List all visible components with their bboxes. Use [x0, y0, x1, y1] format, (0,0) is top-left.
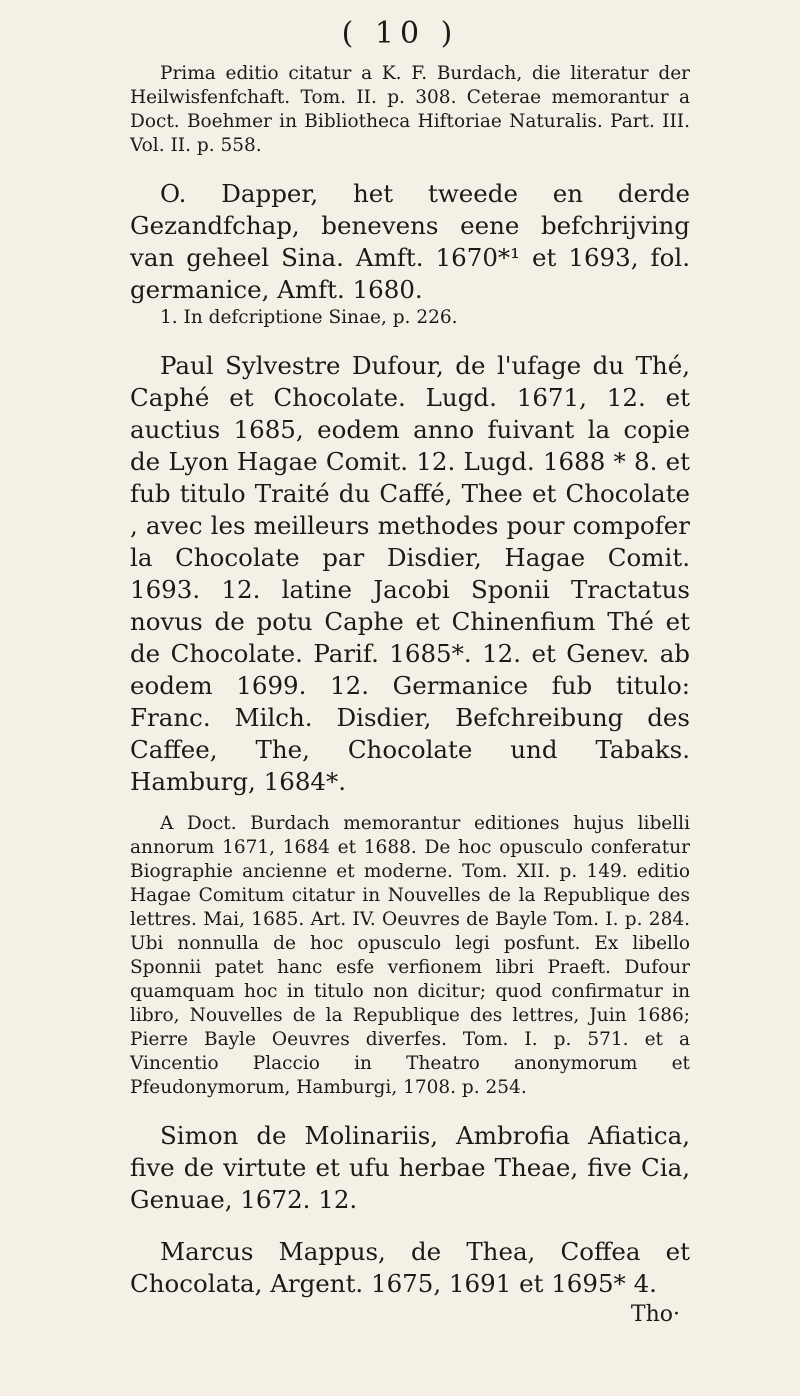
note-burdach-boehmer: Prima editio citatur a K. F. Burdach, die literatur der Heilwisfenfchaft. Tom. II. p. 308. Ceterae memorantur a Doct. Boehmer in Bibliotheca Hiftoriae Naturalis. Part. III. Vol. II. p. 558.: [130, 63, 690, 156]
page-body: [130, 62, 690, 1327]
note-dapper-footnote: 1. In defcriptione Sinae, p. 226.: [160, 307, 458, 328]
note-dufour-editions: A Doct. Burdach memorantur editiones hujus libelli annorum 1671, 1684 et 1688. De hoc opusculo conferatur Biographie ancienne et moderne. Tom. XII. p. 149. editio Hagae Comitum citatur in Nouvelles de la Republique des lettres. Mai, 1685. Art. IV. Oeuvres de Bayle Tom. I. p. 284. Ubi nonnulla de hoc opusculo legi posfunt. Ex libello Sponnii patet hanc esfe verfionem libri Praeft. Dufour quamquam hoc in titulo non dicitur; quod confirmatur in libro, Nouvelles de la Republique des lettres, Juin 1686; Pierre Bayle Oeuvres diverfes. Tom. I. p. 571. et a Vincentio Placcio in Theatro anonymorum et Pfeudonymorum, Hamburgi, 1708. p. 254.: [130, 813, 690, 1098]
catchword: Tho·: [630, 1302, 680, 1327]
entry-dapper: O. Dapper, het tweede en derde Gezandfchap, benevens eene befchrijving van geheel Sina. Amft. 1670*¹ et 1693, fol. germanice, Amft. 1680.: [130, 179, 690, 304]
entry-dufour: Paul Sylvestre Dufour, de l'ufage du Thé, Caphé et Chocolate. Lugd. 1671, 12. et auctius 1685, eodem anno fuivant la copie de Lyon Hagae Comit. 12. Lugd. 1688 * 8. et fub titulo Traité du Caffé, Thee et Chocolate , avec les meilleurs methodes pour compofer la Chocolate par Disdier, Hagae Comit. 1693. 12. latine Jacobi Sponii Tractatus novus de potu Caphe et Chinenfium Thé et de Chocolate. Parif. 1685*. 12. et Genev. ab eodem 1699. 12. Germanice fub titulo: Franc. Milch. Disdier, Befchreibung des Caffee, The, Chocolate und Tabaks. Hamburg, 1684*.: [130, 351, 690, 796]
page-number: ( 10 ): [341, 16, 459, 51]
entry-mappus: Marcus Mappus, de Thea, Coffea et Chocolata, Argent. 1675, 1691 et 1695* 4.: [130, 1237, 690, 1298]
entry-molinariis: Simon de Molinariis, Ambrofia Afiatica, five de virtute et ufu herbae Theae, five Cia, Genuae, 1672. 12.: [130, 1121, 690, 1214]
